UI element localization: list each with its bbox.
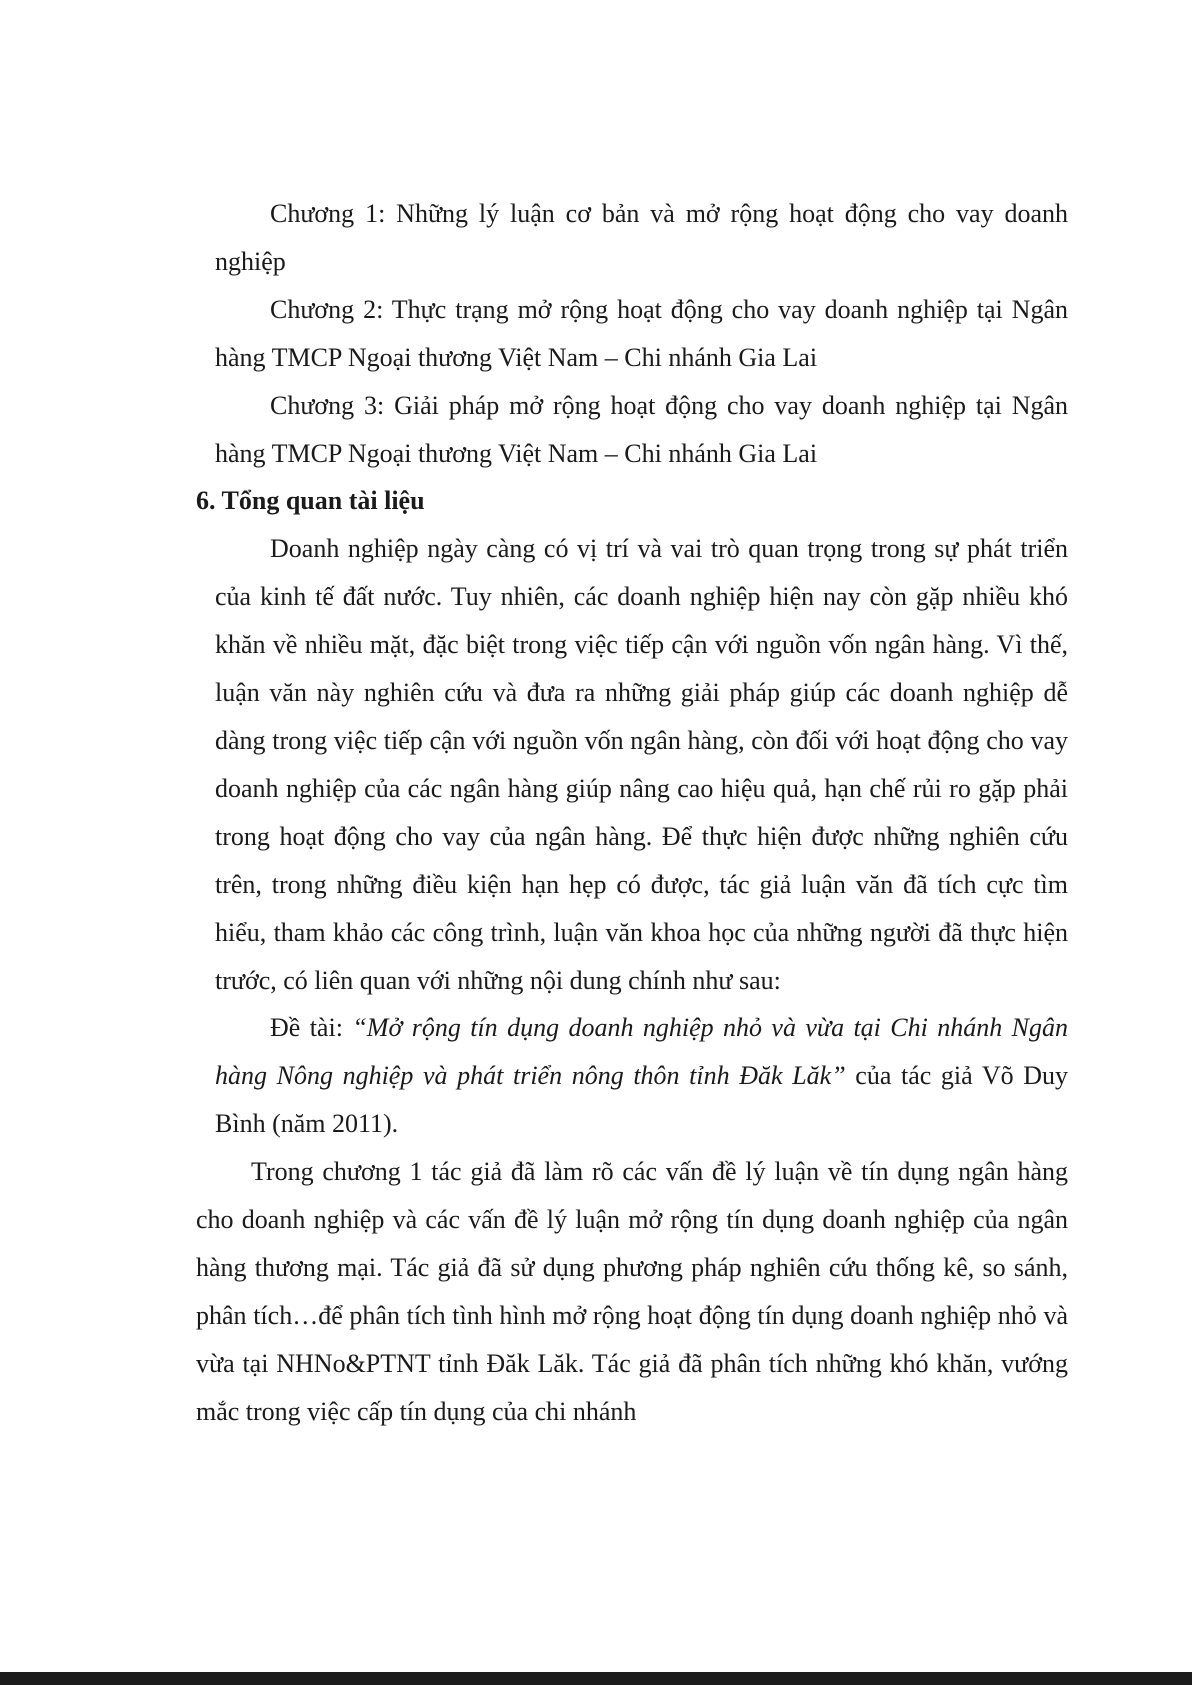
- chapter-item-1: [215, 190, 1068, 286]
- chapter-text: Những lý luận cơ bản và mở rộng hoạt động cho vay doanh nghiệp: [215, 199, 1068, 276]
- bottom-edge-bar: [0, 1672, 1192, 1685]
- chapter-label: Chương 1:: [270, 199, 386, 228]
- chapter1-summary-paragraph: Trong chương 1 tác giả đã làm rõ các vấn đề lý luận về tín dụng ngân hàng cho doanh nghiệp và các vấn đề lý luận mở rộng tín dụng doanh nghiệp của ngân hàng thương mại. Tác giả đã sử dụng phương pháp nghiên cứu thống kê, so sánh, phân tích…để phân tích tình hình mở rộng hoạt động tín dụng doanh nghiệp nhỏ và vừa tại NHNo&PTNT tỉnh Đăk Lăk. Tác giả đã phân tích những khó khăn, vướng mắc trong việc cấp tín dụng của chi nhánh: [196, 1157, 1068, 1426]
- section-heading: 6. Tổng quan tài liệu: [196, 486, 425, 516]
- chapter-item-3: [215, 382, 1068, 478]
- chapter-text: Giải pháp mở rộng hoạt động cho vay doanh nghiệp tại Ngân hàng TMCP Ngoại thương Việt Nam – Chi nhánh Gia Lai: [215, 390, 1069, 468]
- chapter-label: Chương 2:: [270, 294, 384, 324]
- overview-block: [196, 525, 1068, 1148]
- topic-suffix: của tác giả Võ Duy Bình (năm 2011).: [215, 1061, 1069, 1139]
- chapter-item-2: [215, 286, 1068, 382]
- chapter-list: [196, 190, 1068, 477]
- document-body: [196, 190, 1068, 1436]
- overview-paragraph: Doanh nghiệp ngày càng có vị trí và vai trò quan trọng trong sự phát triển của kinh tế đất nước. Tuy nhiên, các doanh nghiệp hiện nay còn gặp nhiều khó khăn về nhiều mặt, đặc biệt trong việc tiếp cận với nguồn vốn ngân hàng. Vì thế, luận văn này nghiên cứu và đưa ra những giải pháp giúp các doanh nghiệp dễ dàng trong việc tiếp cận với nguồn vốn ngân hàng, còn đối với hoạt động cho vay doanh nghiệp của các ngân hàng giúp nâng cao hiệu quả, hạn chế rủi ro gặp phải trong hoạt động cho vay của ngân hàng. Để thực hiện được những nghiên cứu trên, trong những điều kiện hạn hẹp có được, tác giả luận văn đã tích cực tìm hiểu, tham khảo các công trình, luận văn khoa học của những người đã thực hiện trước, có liên quan với những nội dung chính như sau:: [215, 534, 1068, 995]
- topic-prefix: Đề tài:: [270, 1013, 353, 1043]
- topic-title: “Mở rộng tín dụng doanh nghiệp nhỏ và vừa tại Chi nhánh Ngân hàng Nông nghiệp và phát triển nông thôn tỉnh Đăk Lăk”: [215, 1013, 1068, 1091]
- topic-paragraph: [215, 1004, 1068, 1148]
- chapter-text: Thực trạng mở rộng hoạt động cho vay doanh nghiệp tại Ngân hàng TMCP Ngoại thương Việt Nam – Chi nhánh Gia Lai: [215, 294, 1068, 372]
- chapter-label: Chương 3:: [270, 390, 385, 420]
